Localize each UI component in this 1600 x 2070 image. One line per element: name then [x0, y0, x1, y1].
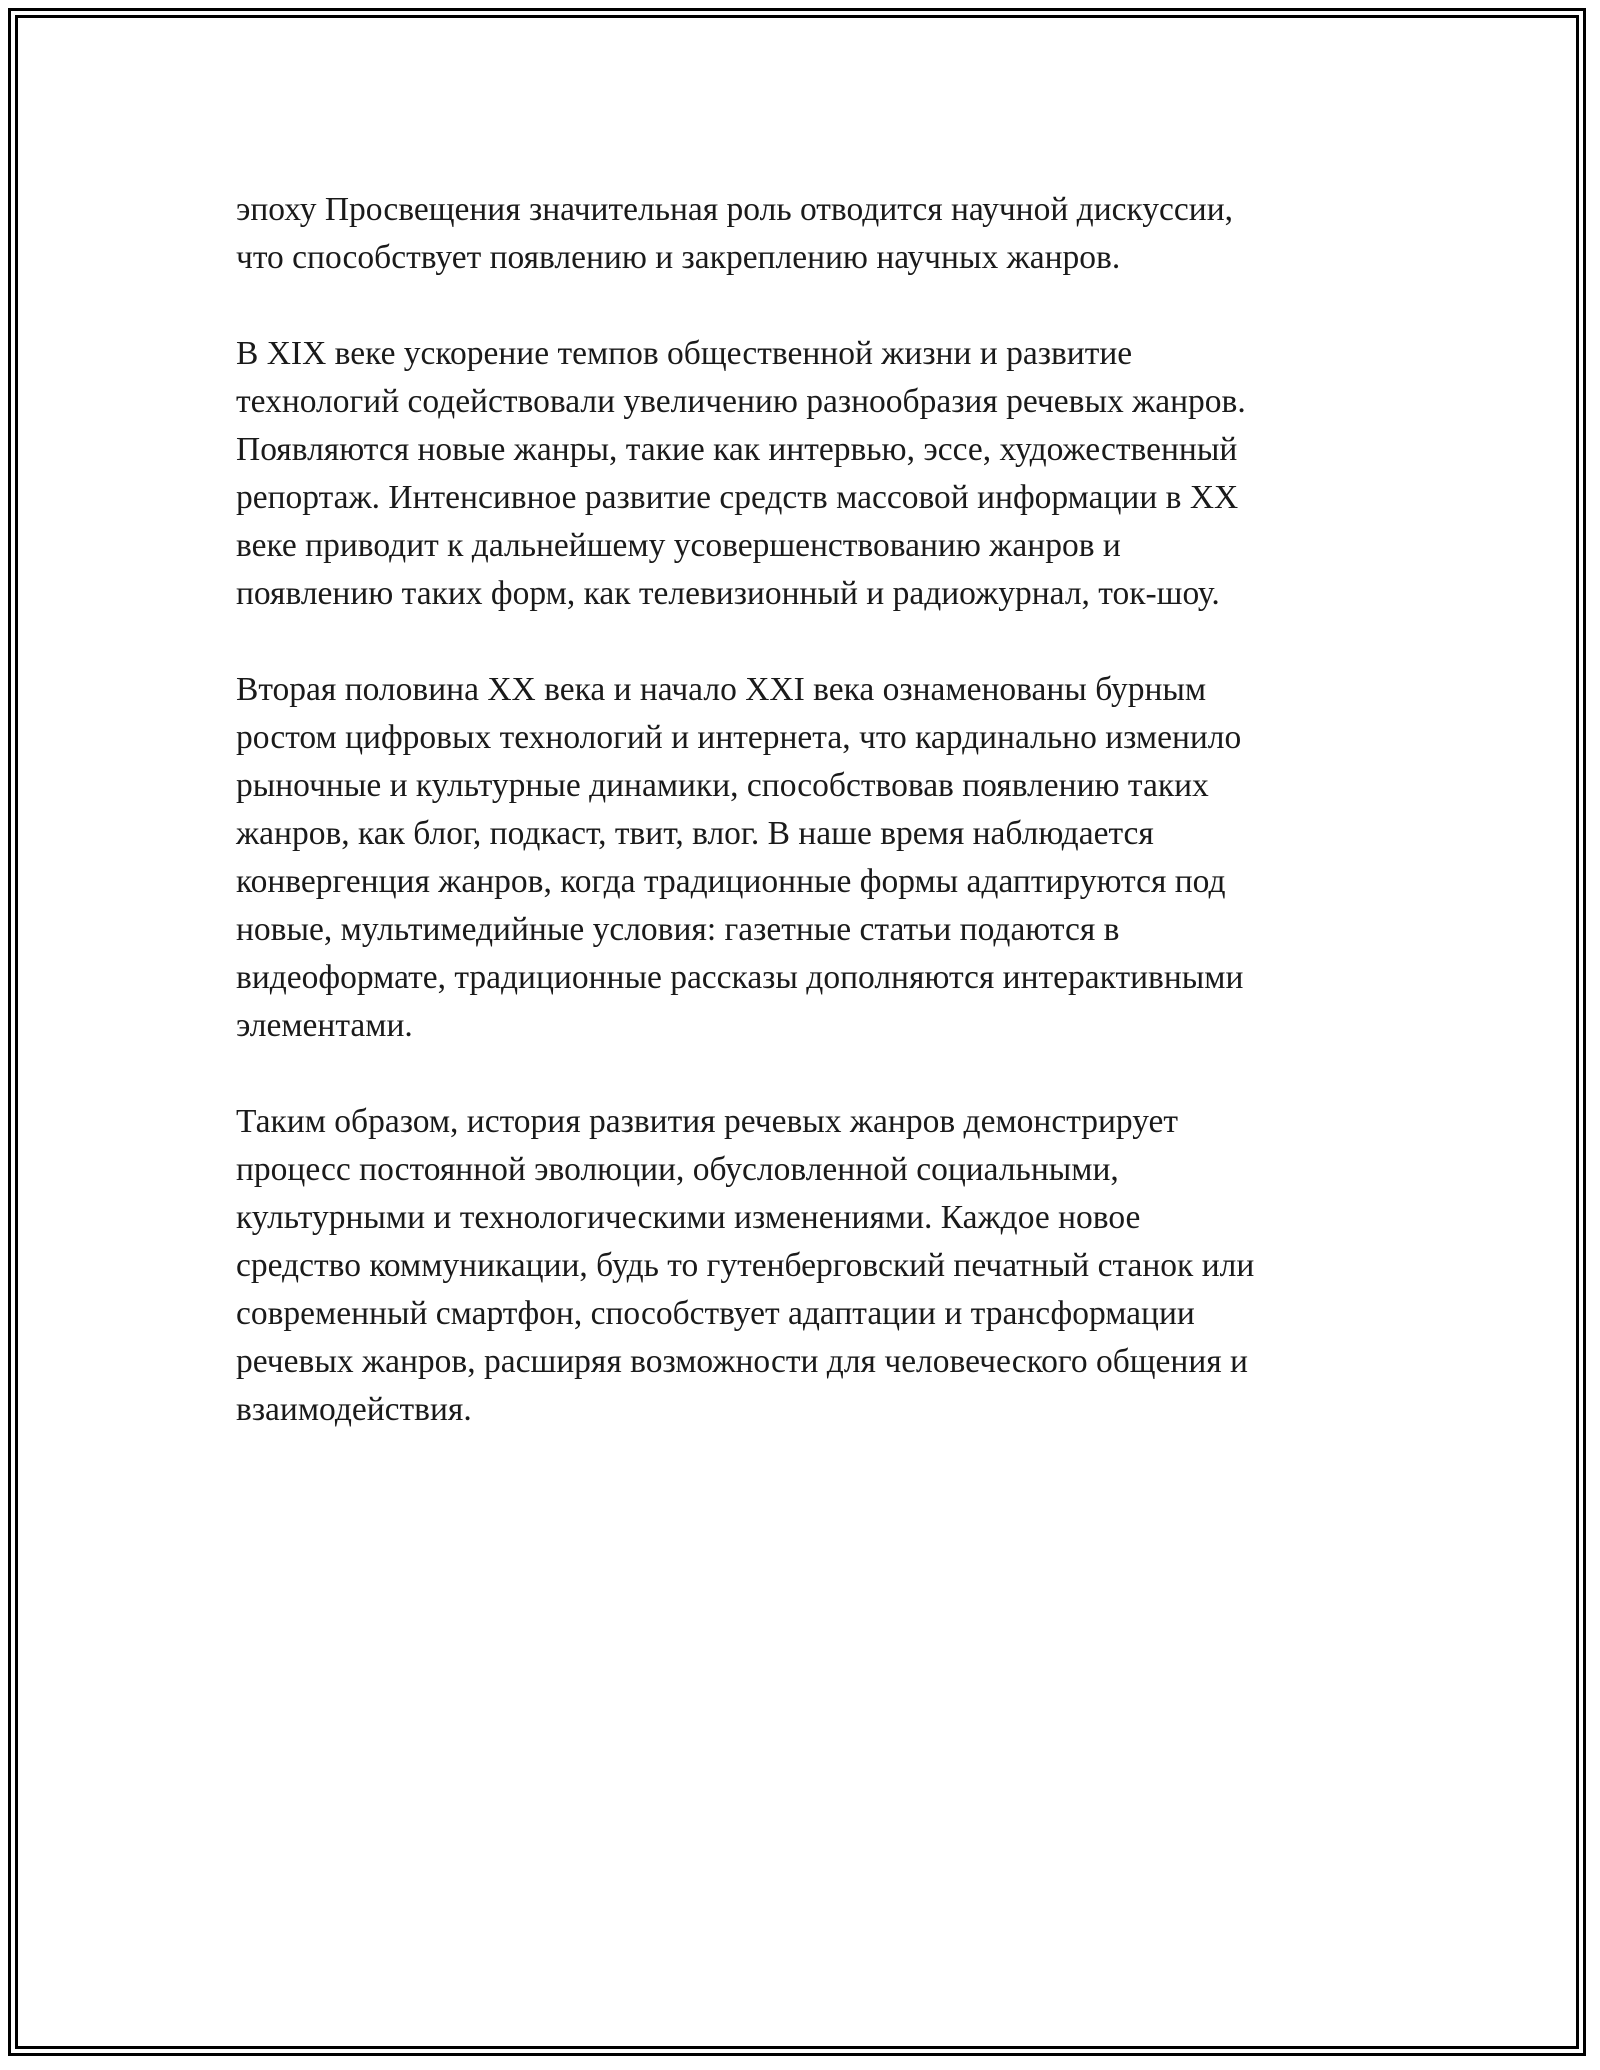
text-line: средство коммуникации, будь то гутенберговский печатный станок или [236, 1247, 1255, 1284]
text-line: видеоформате, традиционные рассказы дополняются интерактивными [236, 959, 1244, 996]
paragraph-digital-era [236, 666, 1386, 1050]
text-line: процесс постоянной эволюции, обусловленной социальными, [236, 1151, 1119, 1188]
text-line: появлению таких форм, как телевизионный и радиожурнал, ток-шоу. [236, 575, 1220, 612]
text-line: новые, мультимедийные условия: газетные статьи подаются в [236, 911, 1120, 948]
text-line: Появляются новые жанры, такие как интервью, эссе, художественный [236, 431, 1238, 468]
text-line: современный смартфон, способствует адаптации и трансформации [236, 1295, 1195, 1332]
text-line: В XIX веке ускорение темпов общественной жизни и развитие [236, 335, 1133, 372]
text-line: Вторая половина XX века и начало XXI века ознаменованы бурным [236, 671, 1207, 708]
text-line: ростом цифровых технологий и интернета, что кардинально изменило [236, 719, 1242, 756]
text-line: репортаж. Интенсивное развитие средств массовой информации в XX [236, 479, 1239, 516]
paragraph-xix-century [236, 330, 1386, 618]
text-line: жанров, как блог, подкаст, твит, влог. В наше время наблюдается [236, 815, 1154, 852]
text-line: речевых жанров, расширяя возможности для человеческого общения и [236, 1343, 1248, 1380]
text-line: Таким образом, история развития речевых жанров демонстрирует [236, 1103, 1179, 1140]
text-line: рыночные и культурные динамики, способствовав появлению таких [236, 767, 1209, 804]
text-line: элементами. [236, 1007, 413, 1044]
document-body [236, 186, 1386, 1482]
text-line: веке приводит к дальнейшему усовершенствованию жанров и [236, 527, 1121, 564]
text-line: конвергенция жанров, когда традиционные формы адаптируются под [236, 863, 1226, 900]
text-line: эпоху Просвещения значительная роль отводится научной дискуссии, [236, 191, 1234, 228]
text-line: взаимодействия. [236, 1391, 472, 1428]
text-line: технологий содействовали увеличению разнообразия речевых жанров. [236, 383, 1246, 420]
paragraph-conclusion [236, 1098, 1386, 1434]
text-line: культурными и технологическими изменениями. Каждое новое [236, 1199, 1141, 1236]
paragraph-enlightenment [236, 186, 1386, 282]
text-line: что способствует появлению и закреплению научных жанров. [236, 239, 1121, 276]
